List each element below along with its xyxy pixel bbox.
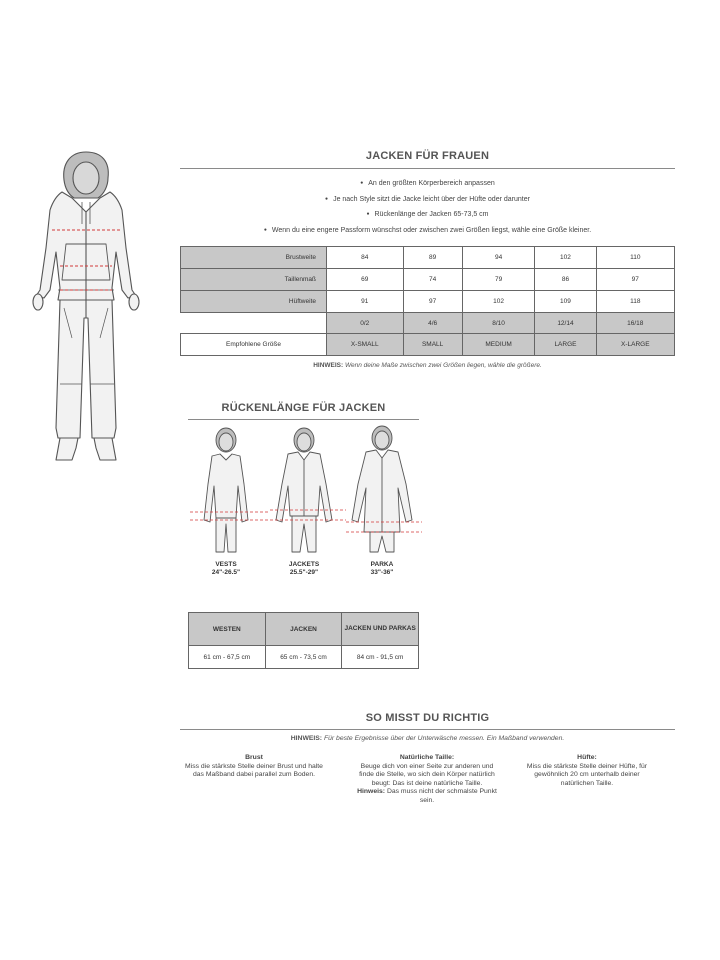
empty-cell xyxy=(181,313,327,334)
women-title-rule xyxy=(180,168,675,169)
numeric-size-cell: 4/6 xyxy=(403,313,462,334)
table-cell: 61 cm - 67,5 cm xyxy=(189,646,266,669)
note-text: Für beste Ergebnisse über der Unterwäsche messen. Ein Maßband verwenden. xyxy=(323,735,565,742)
measure-column-huefte xyxy=(517,754,657,788)
table-cell: 109 xyxy=(535,291,596,313)
header-cell: JACKEN xyxy=(265,613,342,646)
column-hint-label: Hinweis: xyxy=(357,788,386,796)
note-label: HINWEIS: xyxy=(313,362,344,369)
table-row xyxy=(181,269,675,291)
row-label-brust: Brustweite xyxy=(181,247,327,269)
measure-column-brust xyxy=(184,754,324,780)
column-text: Miss die stärkste Stelle deiner Hüfte, für gewöhnlich 20 cm unterhalb deiner natürlichen Taille. xyxy=(526,762,648,787)
jackets-label xyxy=(274,561,334,576)
table-cell: 118 xyxy=(596,291,674,313)
vests-label xyxy=(196,561,256,576)
figure-range: 25.5"-29" xyxy=(289,568,319,576)
column-text-main: Beuge dich von einer Seite zur anderen und finde die Stelle, wo sich dein Körper natürlich beugt: Das ist deine natürliche Taille. xyxy=(359,762,495,787)
measure-section-title: SO MISST DU RICHTIG xyxy=(365,712,490,724)
table-cell: 97 xyxy=(403,291,462,313)
numeric-size-cell: 8/10 xyxy=(462,313,535,334)
figure-name: JACKETS xyxy=(288,561,320,568)
bullet-item: ● An den größten Körperbereich anpassen xyxy=(180,176,675,192)
table-cell: 86 xyxy=(535,269,596,291)
column-text: Miss die stärkste Stelle deiner Brust und halte das Maßband dabei parallel zum Boden. xyxy=(185,762,323,779)
column-title: Hüfte: xyxy=(577,754,597,761)
column-text xyxy=(357,763,497,806)
table-row xyxy=(189,646,419,669)
table-row xyxy=(181,291,675,313)
recommended-size-label: Empfohlene Größe xyxy=(181,334,327,356)
table-cell: 74 xyxy=(403,269,462,291)
woman-figure-illustration xyxy=(26,148,146,464)
women-size-note xyxy=(180,362,675,369)
figure-name: VESTS xyxy=(215,561,237,568)
table-row xyxy=(181,313,675,334)
row-label-huefte: Hüftweite xyxy=(181,291,327,313)
note-label: HINWEIS: xyxy=(290,735,323,742)
table-row xyxy=(181,334,675,356)
table-cell: 69 xyxy=(327,269,404,291)
women-size-table xyxy=(180,246,675,356)
recommended-size-cell: X-SMALL xyxy=(327,334,404,356)
table-cell: 102 xyxy=(462,291,535,313)
table-row xyxy=(181,247,675,269)
recommended-size-cell: X-LARGE xyxy=(596,334,674,356)
table-row xyxy=(189,613,419,646)
table-cell: 91 xyxy=(327,291,404,313)
jacket-length-illustrations xyxy=(186,424,422,560)
measure-title-rule xyxy=(180,729,675,730)
column-title: Natürliche Taille: xyxy=(399,754,455,761)
measure-note xyxy=(180,735,675,742)
bullet-item: ● Rückenlänge der Jacken 65-73,5 cm xyxy=(180,207,675,223)
table-cell: 65 cm - 73,5 cm xyxy=(265,646,342,669)
table-cell: 110 xyxy=(596,247,674,269)
table-cell: 94 xyxy=(462,247,535,269)
note-text: Wenn deine Maße zwischen zwei Größen liegen, wähle die größere. xyxy=(345,362,542,369)
column-title: Brust xyxy=(245,754,263,761)
recommended-size-cell: MEDIUM xyxy=(462,334,535,356)
table-cell: 89 xyxy=(403,247,462,269)
header-cell: JACKEN UND PARKAS xyxy=(342,613,419,646)
column-hint-text: Das muss nicht der schmalste Punkt sein. xyxy=(386,788,497,804)
numeric-size-cell: 0/2 xyxy=(327,313,404,334)
women-section-title: JACKEN FÜR FRAUEN xyxy=(365,150,490,162)
table-cell: 97 xyxy=(596,269,674,291)
back-length-title: RÜCKENLÄNGE FÜR JACKEN xyxy=(221,402,386,414)
parka-label xyxy=(352,561,412,576)
measure-column-taille xyxy=(357,754,497,806)
bullet-item: ● Wenn du eine engere Passform wünschst oder zwischen zwei Größen liegst, wähle eine Größe kleiner. xyxy=(180,223,675,239)
women-bullet-list xyxy=(180,176,675,238)
back-length-table xyxy=(188,612,419,669)
header-cell: WESTEN xyxy=(189,613,266,646)
numeric-size-cell: 16/18 xyxy=(596,313,674,334)
figure-range: 33"-36" xyxy=(370,568,394,576)
table-cell: 79 xyxy=(462,269,535,291)
recommended-size-cell: LARGE xyxy=(535,334,596,356)
row-label-taille: Taillenmaß xyxy=(181,269,327,291)
recommended-size-cell: SMALL xyxy=(403,334,462,356)
table-cell: 84 xyxy=(327,247,404,269)
back-length-title-rule xyxy=(188,419,419,420)
table-cell: 102 xyxy=(535,247,596,269)
bullet-item: ● Je nach Style sitzt die Jacke leicht über der Hüfte oder darunter xyxy=(180,192,675,208)
figure-range: 24"-26.5" xyxy=(211,568,241,576)
numeric-size-cell: 12/14 xyxy=(535,313,596,334)
table-cell: 84 cm - 91,5 cm xyxy=(342,646,419,669)
figure-name: PARKA xyxy=(370,561,394,568)
